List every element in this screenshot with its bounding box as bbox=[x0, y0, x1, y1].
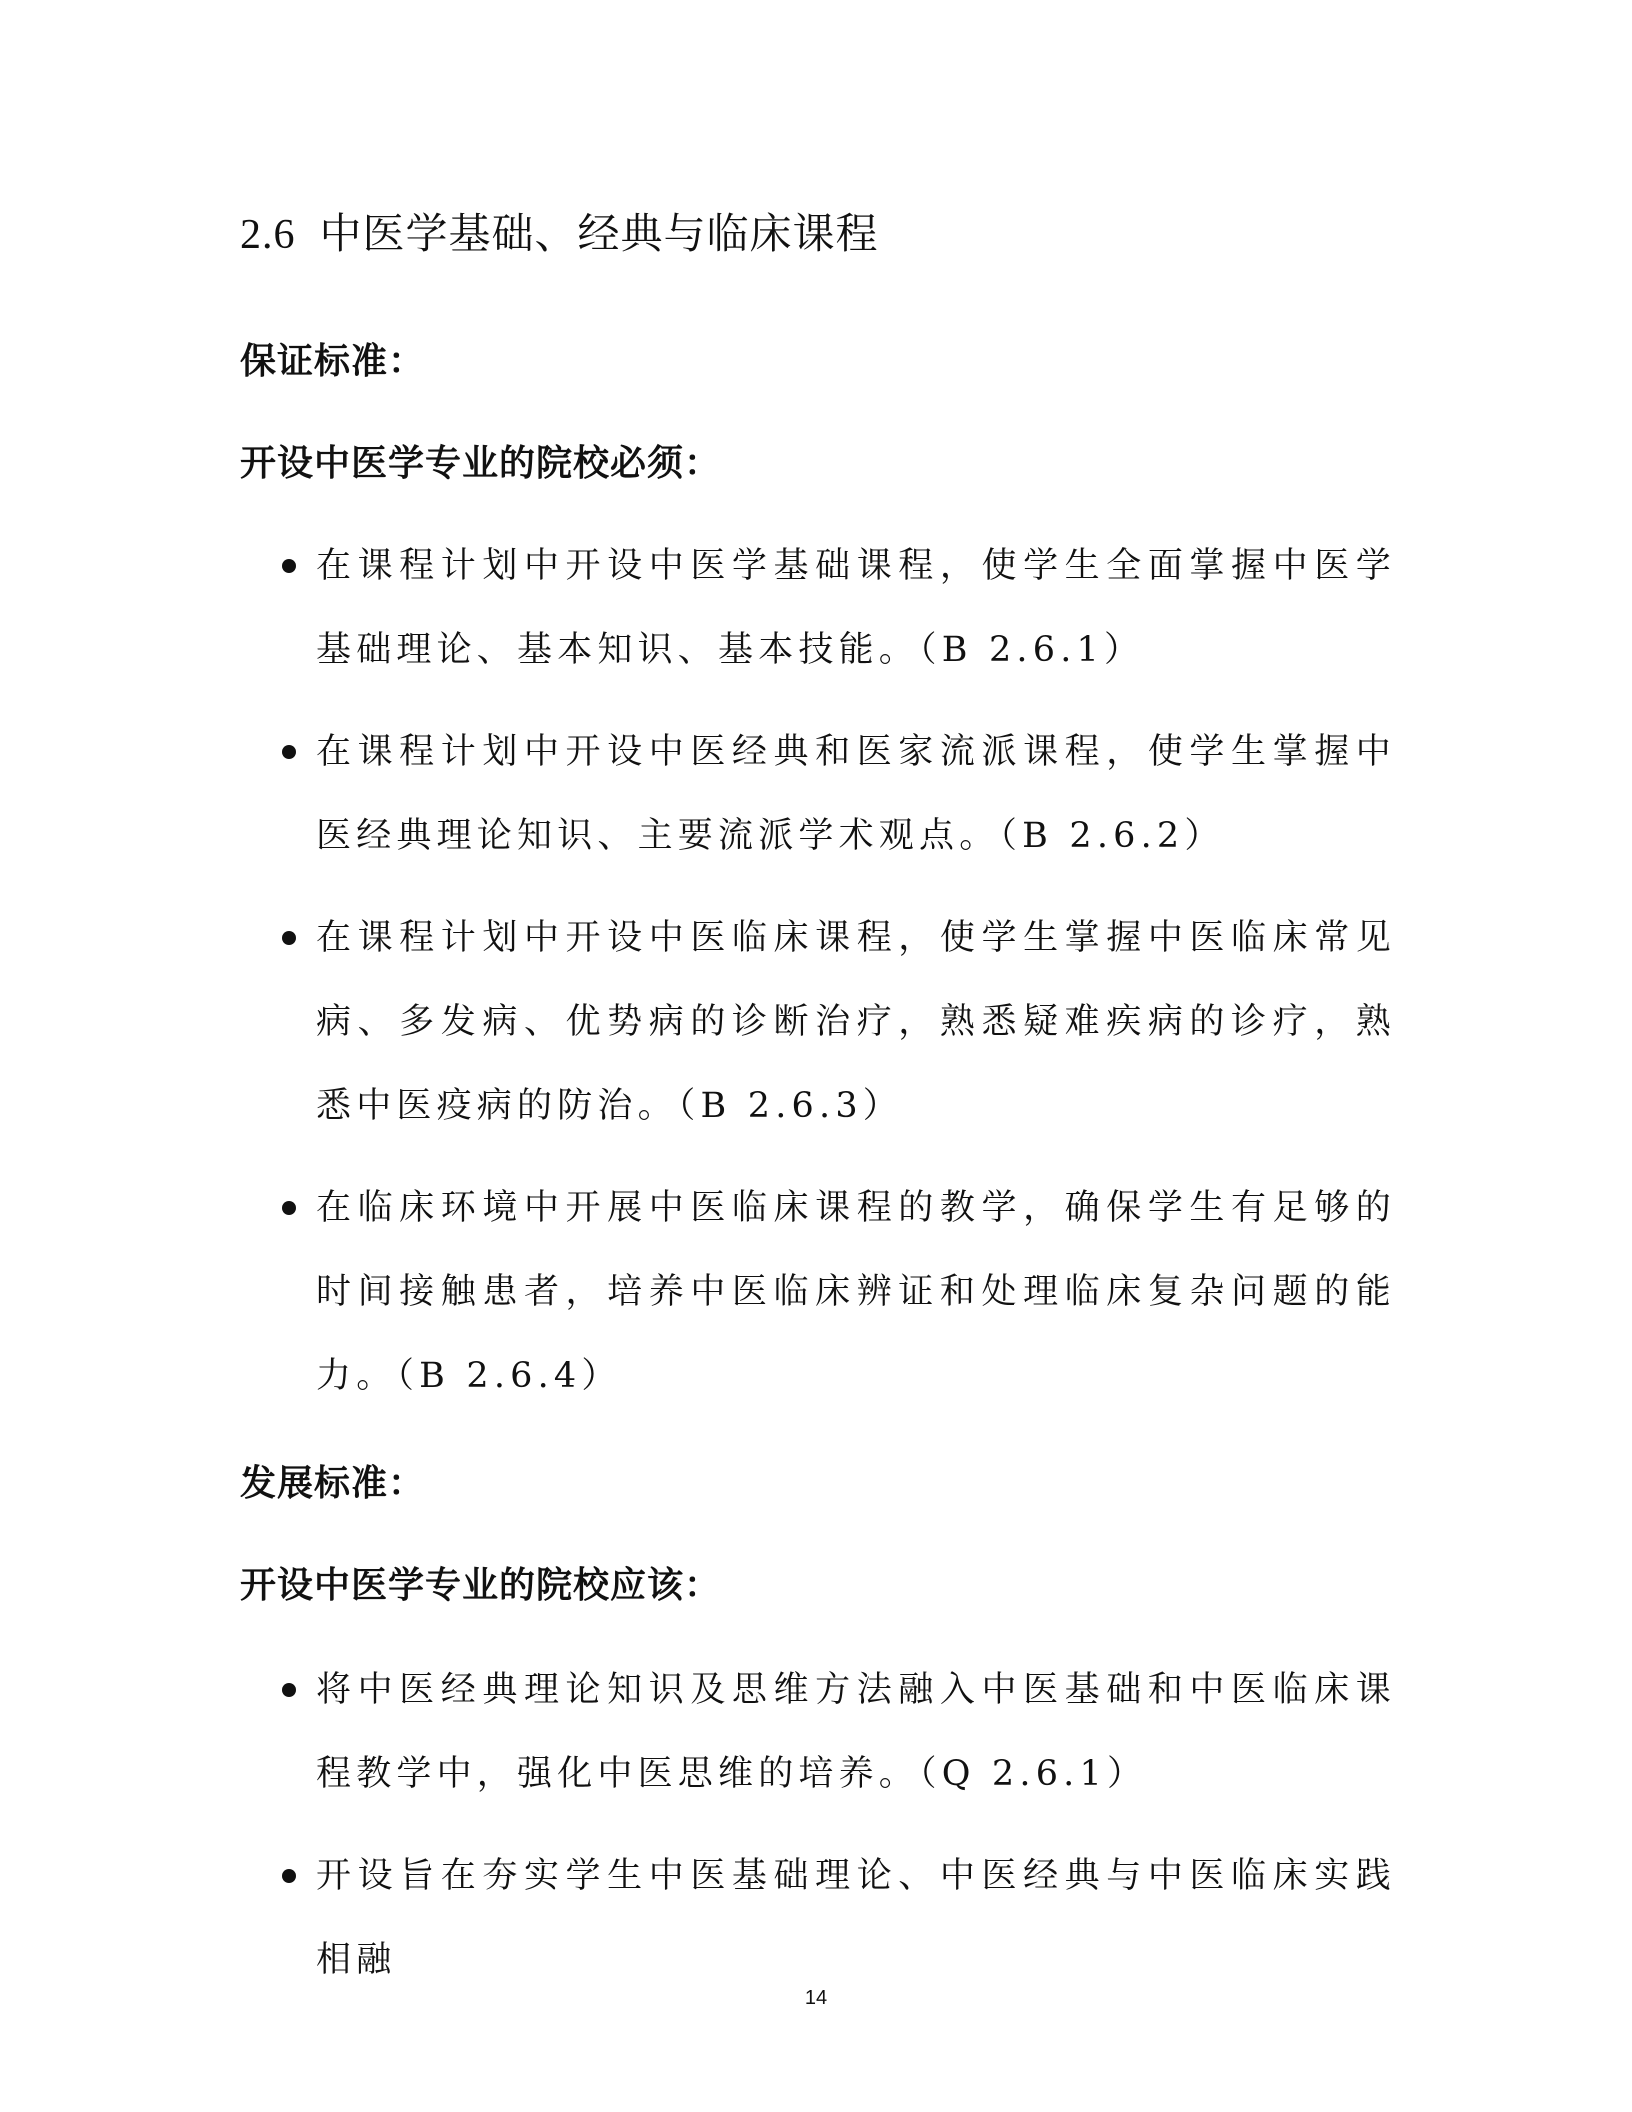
development-standard-intro: 开设中医学专业的院校应该： bbox=[240, 1564, 722, 1606]
bullet-dot-icon bbox=[282, 745, 296, 759]
list-item bbox=[316, 1648, 1396, 1816]
list-item-text: 在临床环境中开展中医临床课程的教学，确保学生有足够的时间接触患者，培养中医临床辨证和处理临床复杂问题的能力。（B 2.6.4） bbox=[316, 1188, 1396, 1396]
list-item-text: 在课程计划中开设中医经典和医家流派课程，使学生掌握中医经典理论知识、主要流派学术观点。（B 2.6.2） bbox=[316, 732, 1396, 856]
bullet-dot-icon bbox=[282, 1201, 296, 1215]
basic-standard-intro: 开设中医学专业的院校必须： bbox=[240, 442, 722, 484]
list-item bbox=[316, 896, 1396, 1148]
bullet-dot-icon bbox=[282, 1683, 296, 1697]
bullet-dot-icon bbox=[282, 559, 296, 573]
list-item-text: 在课程计划中开设中医临床课程，使学生掌握中医临床常见病、多发病、优势病的诊断治疗，熟悉疑难疾病的诊疗，熟悉中医疫病的防治。（B 2.6.3） bbox=[316, 918, 1396, 1126]
list-item bbox=[316, 710, 1396, 878]
bullet-dot-icon bbox=[282, 1869, 296, 1883]
list-item bbox=[316, 1166, 1396, 1418]
section-heading bbox=[240, 204, 879, 265]
list-item-text: 将中医经典理论知识及思维方法融入中医基础和中医临床课程教学中，强化中医思维的培养。（Q 2.6.1） bbox=[316, 1670, 1396, 1794]
list-item-text: 在课程计划中开设中医学基础课程，使学生全面掌握中医学基础理论、基本知识、基本技能。（B 2.6.1） bbox=[316, 546, 1396, 670]
list-item bbox=[316, 1834, 1396, 2002]
list-item bbox=[316, 524, 1396, 692]
list-item-text: 开设旨在夯实学生中医基础理论、中医经典与中医临床实践相融 bbox=[316, 1856, 1396, 1980]
basic-standard-label: 保证标准： bbox=[240, 340, 426, 382]
section-number: 2.6 bbox=[240, 212, 296, 258]
page-number: 14 bbox=[804, 1987, 828, 2009]
bullet-dot-icon bbox=[282, 931, 296, 945]
section-title: 中医学基础、经典与临床课程 bbox=[319, 209, 879, 258]
basic-standard-list bbox=[316, 524, 1396, 1418]
development-standard-label: 发展标准： bbox=[240, 1462, 426, 1504]
development-standard-list bbox=[316, 1648, 1396, 2002]
